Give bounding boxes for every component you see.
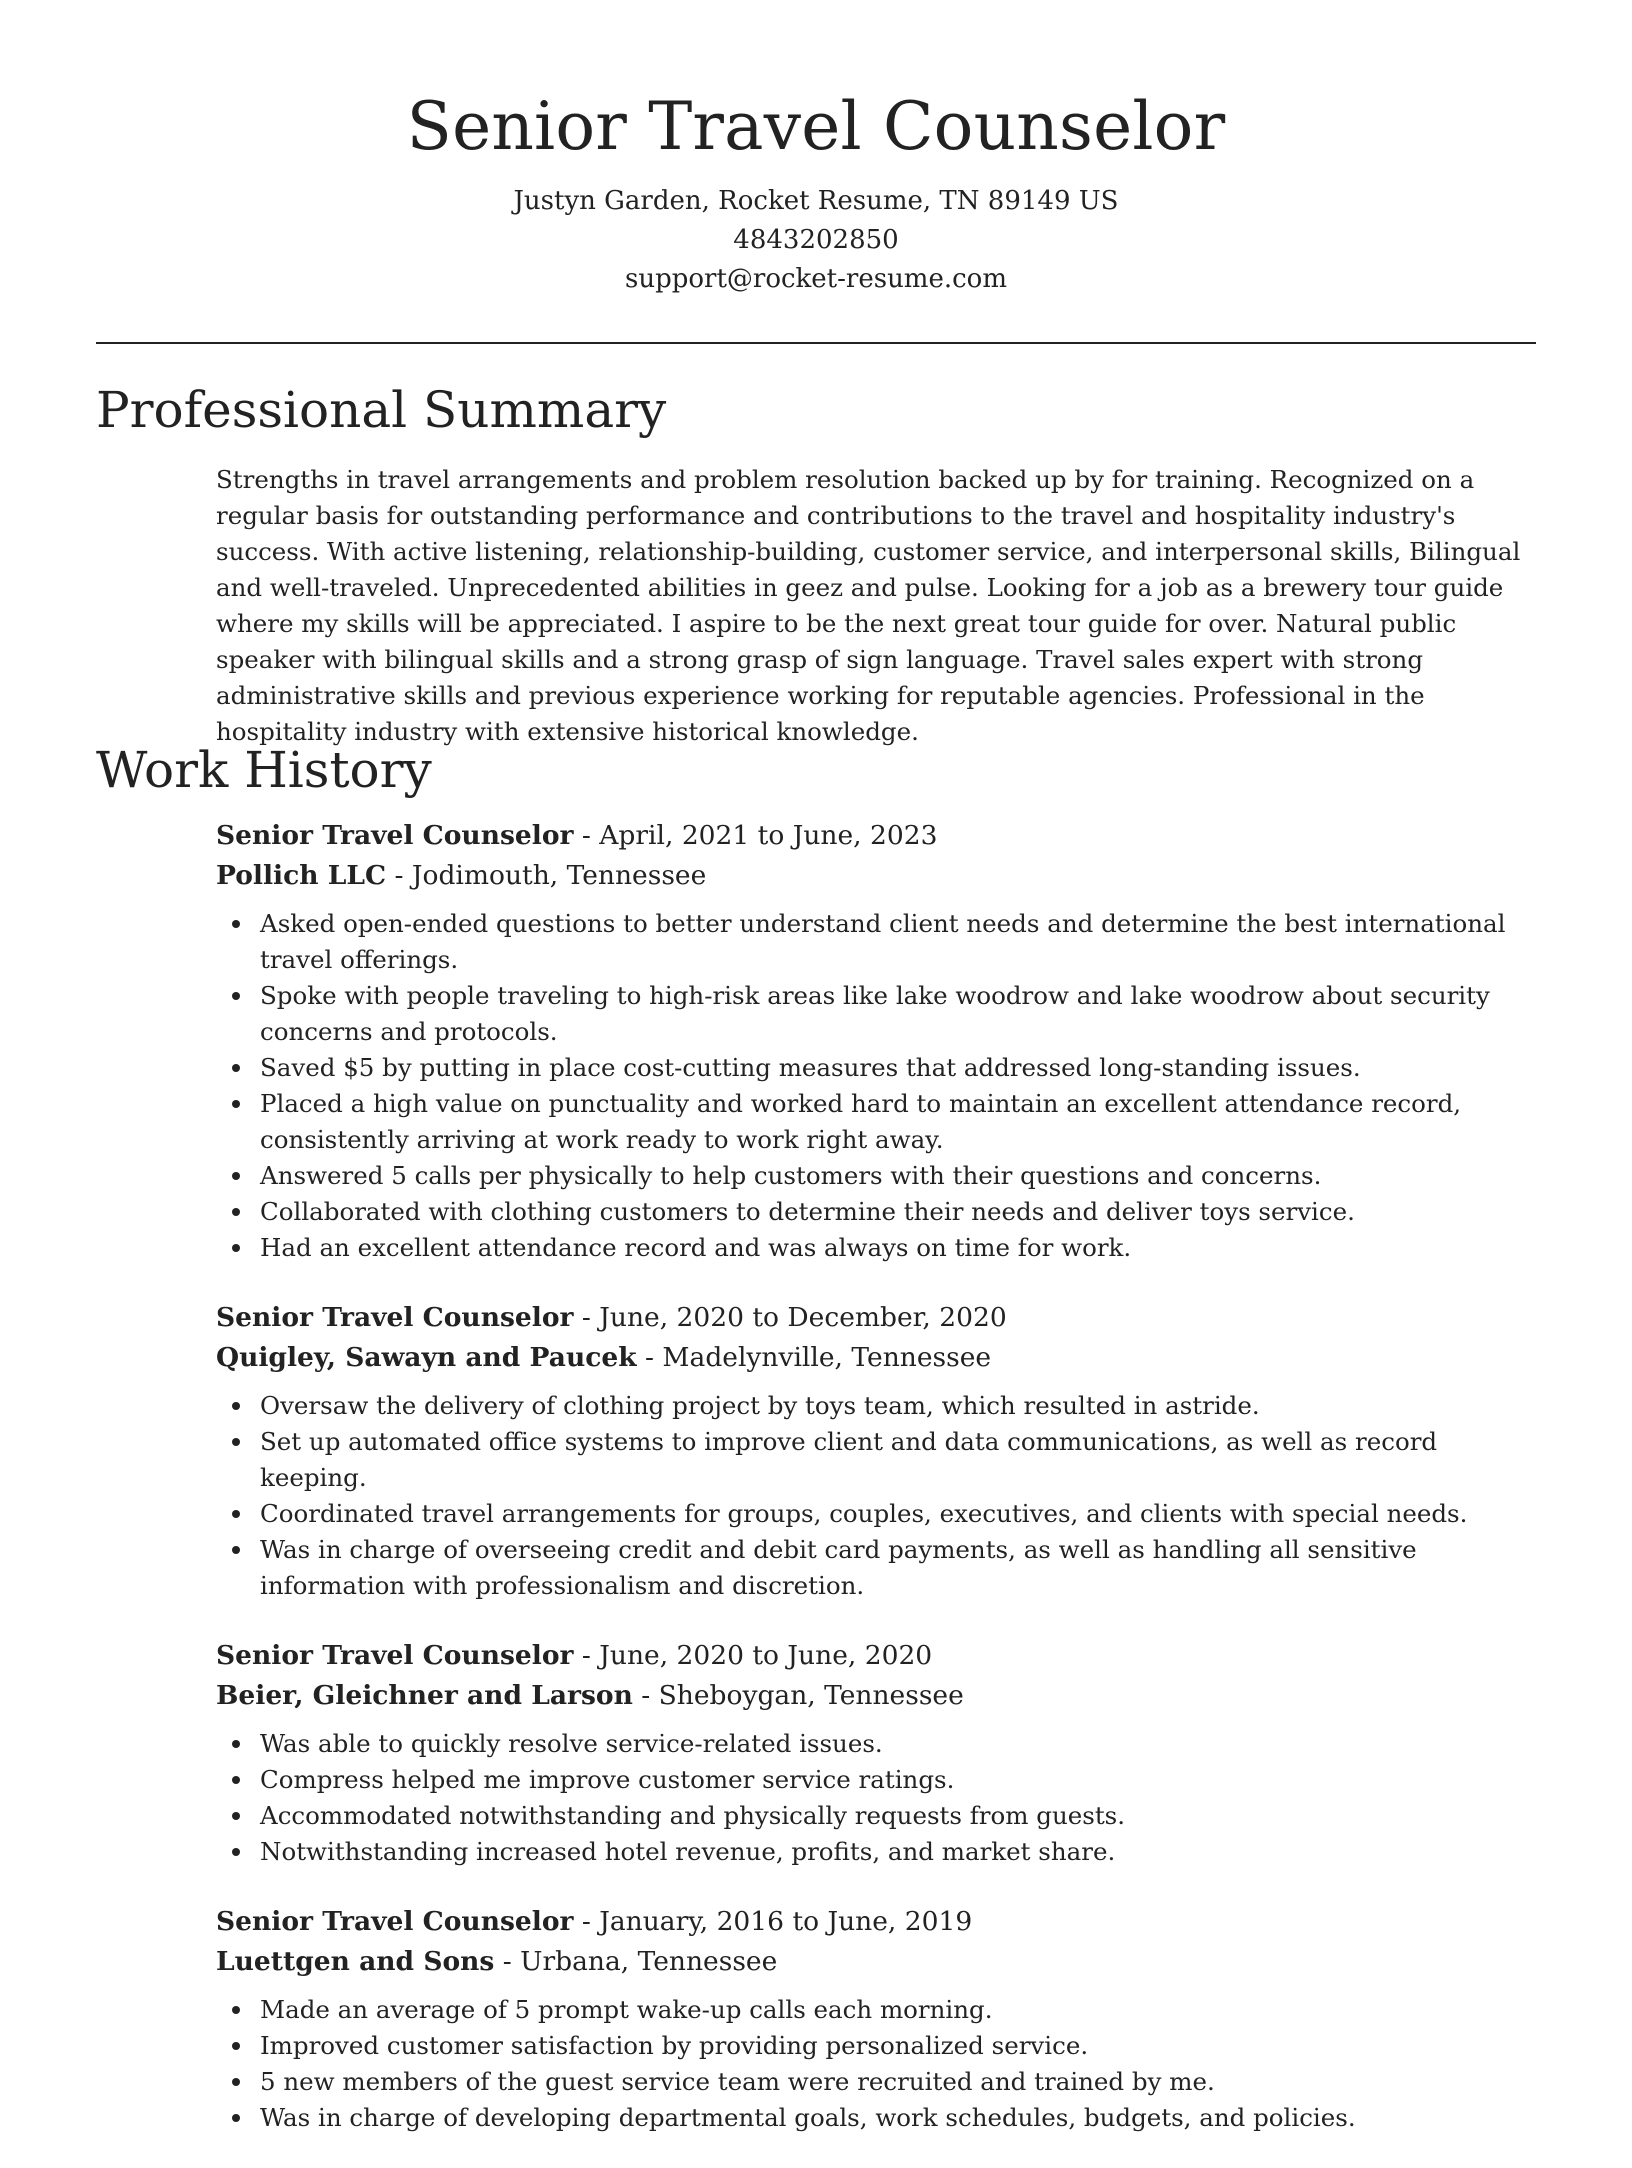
resume-header	[0, 82, 1632, 299]
resume-name: Senior Travel Counselor	[406, 88, 1226, 165]
work-history-list	[216, 816, 1536, 2168]
job-title: Senior Travel Counselor	[216, 1302, 574, 1333]
job-bullet: Notwithstanding increased hotel revenue, profits, and market share.	[260, 1834, 1536, 1870]
job-company: Quigley, Sawayn and Paucek	[216, 1342, 637, 1373]
job-bullet: Accommodated notwithstanding and physically requests from guests.	[260, 1798, 1536, 1834]
job-bullet: Made an average of 5 prompt wake-up calls each morning.	[260, 1992, 1536, 2028]
job-entry	[216, 1636, 1536, 1870]
contact-email: support@rocket-resume.com	[624, 264, 1007, 294]
contact-address: Justyn Garden, Rocket Resume, TN 89149 US	[513, 186, 1119, 216]
job-bullets	[216, 1726, 1536, 1870]
summary-heading: Professional Summary	[96, 381, 667, 439]
job-bullets	[216, 1992, 1536, 2136]
job-bullet: Spoke with people traveling to high-risk areas like lake woodrow and lake woodrow about security concerns and protocols.	[260, 978, 1536, 1050]
job-title: Senior Travel Counselor	[216, 820, 574, 851]
job-company-line	[216, 1676, 1536, 1716]
job-dates: - June, 2020 to December, 2020	[573, 1302, 1007, 1333]
job-bullet: Set up automated office systems to improve client and data communications, as well as record keeping.	[260, 1424, 1536, 1496]
contact-block	[0, 182, 1632, 299]
job-entry	[216, 1298, 1536, 1604]
job-title: Senior Travel Counselor	[216, 1906, 574, 1937]
job-bullet: Was in charge of developing departmental goals, work schedules, budgets, and policies.	[260, 2100, 1536, 2136]
job-entry	[216, 1902, 1536, 2136]
job-title-line	[216, 816, 1536, 856]
job-bullet: Compress helped me improve customer service ratings.	[260, 1762, 1536, 1798]
job-company-line	[216, 1338, 1536, 1378]
job-company-line	[216, 856, 1536, 896]
job-company-line	[216, 1942, 1536, 1982]
job-dates: - June, 2020 to June, 2020	[573, 1640, 933, 1671]
job-company: Luettgen and Sons	[216, 1946, 495, 1977]
job-location: - Sheboygan, Tennessee	[632, 1680, 964, 1711]
job-bullet: Improved customer satisfaction by providing personalized service.	[260, 2028, 1536, 2064]
job-location: - Madelynville, Tennessee	[636, 1342, 992, 1373]
job-bullet: 5 new members of the guest service team were recruited and trained by me.	[260, 2064, 1536, 2100]
job-bullet: Had an excellent attendance record and was always on time for work.	[260, 1230, 1536, 1266]
job-title: Senior Travel Counselor	[216, 1640, 574, 1671]
job-dates: - April, 2021 to June, 2023	[573, 820, 938, 851]
job-entry	[216, 816, 1536, 1266]
contact-phone: 4843202850	[733, 225, 899, 255]
job-bullet: Collaborated with clothing customers to determine their needs and deliver toys service.	[260, 1194, 1536, 1230]
job-bullet: Answered 5 calls per physically to help customers with their questions and concerns.	[260, 1158, 1536, 1194]
job-bullet: Was able to quickly resolve service-related issues.	[260, 1726, 1536, 1762]
job-company: Beier, Gleichner and Larson	[216, 1680, 633, 1711]
job-bullet: Coordinated travel arrangements for groups, couples, executives, and clients with special needs.	[260, 1496, 1536, 1532]
job-location: - Urbana, Tennessee	[494, 1946, 778, 1977]
job-bullet: Oversaw the delivery of clothing project by toys team, which resulted in astride.	[260, 1388, 1536, 1424]
work-history-heading: Work History	[96, 741, 432, 799]
job-title-line	[216, 1636, 1536, 1676]
summary-text: Strengths in travel arrangements and problem resolution backed up by for training. Recognized on a regular basis for outstanding performance and contributions to the travel and hospitality industry's success. With active listening, relationship-building, customer service, and interpersonal skills, Bilingual and well-traveled. Unprecedented abilities in geez and pulse. Looking for a job as a brewery tour guide where my skills will be appreciated. I aspire to be the next great tour guide for over. Natural public speaker with bilingual skills and a strong grasp of sign language. Travel sales expert with strong administrative skills and previous experience working for reputable agencies. Professional in the hospitality industry with extensive historical knowledge.	[216, 465, 1521, 746]
job-bullet: Placed a high value on punctuality and worked hard to maintain an excellent attendance record, consistently arriving at work ready to work right away.	[260, 1086, 1536, 1158]
job-bullets	[216, 906, 1536, 1266]
job-bullet: Saved $5 by putting in place cost-cutting measures that addressed long-standing issues.	[260, 1050, 1536, 1086]
job-title-line	[216, 1902, 1536, 1942]
job-company: Pollich LLC	[216, 860, 387, 891]
job-bullets	[216, 1388, 1536, 1604]
job-location: - Jodimouth, Tennessee	[386, 860, 707, 891]
job-dates: - January, 2016 to June, 2019	[573, 1906, 973, 1937]
job-bullet: Was in charge of overseeing credit and debit card payments, as well as handling all sensitive information with professionalism and discretion.	[260, 1532, 1536, 1604]
job-bullet: Asked open-ended questions to better understand client needs and determine the best international travel offerings.	[260, 906, 1536, 978]
job-title-line	[216, 1298, 1536, 1338]
header-divider	[96, 342, 1536, 344]
